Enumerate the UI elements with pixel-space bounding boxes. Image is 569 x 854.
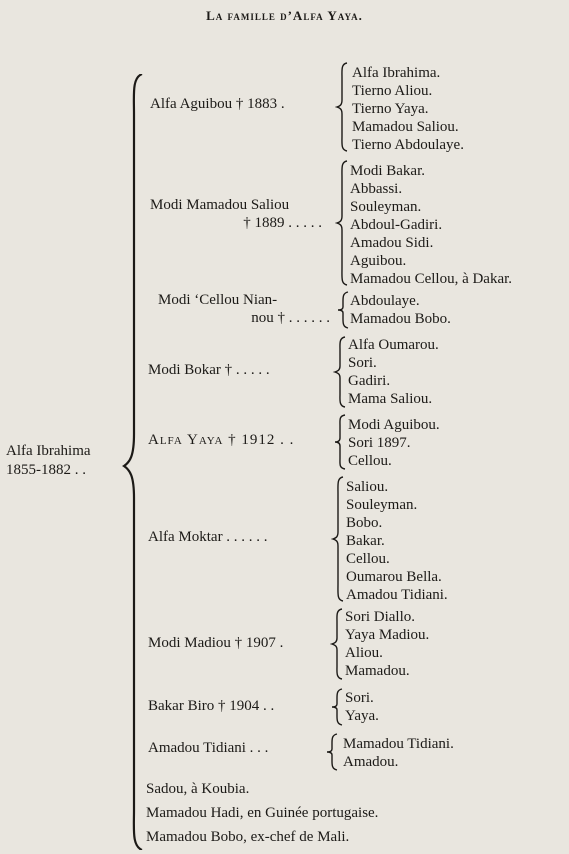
- branch-parent-8: Bakar Biro † 1904 . .: [148, 698, 275, 714]
- child-name: Oumarou Bella.: [346, 569, 442, 585]
- branch-parent-7: Modi Madiou † 1907 .: [148, 635, 284, 651]
- child-name: Abdoul-Gadiri.: [350, 217, 443, 233]
- other-children-list: [146, 777, 378, 849]
- brace-icon: [336, 291, 350, 329]
- child-name: Sori 1897.: [348, 435, 411, 451]
- child-name: Saliou.: [346, 479, 389, 495]
- child-list-3: [350, 292, 451, 328]
- child-list-5: [348, 416, 440, 470]
- brace-icon: [325, 733, 339, 771]
- parent-dates: † 1889 . . . . .: [243, 215, 322, 231]
- brace-icon: [335, 160, 349, 286]
- root-dates: 1855-1882 . .: [6, 462, 86, 478]
- child-list-8: [345, 689, 379, 725]
- child-name: Sori.: [345, 690, 374, 706]
- other-child: Mamadou Bobo, ex-chef de Mali.: [146, 829, 350, 845]
- child-name: Mamadou Saliou.: [352, 119, 459, 135]
- child-name: Aguibou.: [350, 253, 407, 269]
- brace-icon: [330, 688, 344, 726]
- child-name: Yaya.: [345, 708, 379, 724]
- brace-icon: [333, 336, 347, 408]
- parent-name: Modi Mamadou Saliou: [150, 197, 290, 213]
- branch-parent-5: Alfa Yaya † 1912 . .: [148, 432, 295, 448]
- child-list-1: [352, 64, 464, 154]
- child-name: Sori Diallo.: [345, 609, 415, 625]
- branch-parent-9: Amadou Tidiani . . .: [148, 740, 269, 756]
- child-name: Cellou.: [348, 453, 392, 469]
- child-name: Bakar.: [346, 533, 385, 549]
- other-child: Sadou, à Koubia.: [146, 781, 250, 797]
- child-name: Gadiri.: [348, 373, 391, 389]
- other-child: Mamadou Hadi, en Guinée portugaise.: [146, 805, 379, 821]
- child-name: Mamadou Tidiani.: [343, 736, 454, 752]
- child-name: Cellou.: [346, 551, 390, 567]
- child-name: Mamadou Bobo.: [350, 311, 451, 327]
- child-name: Amadou Sidi.: [350, 235, 434, 251]
- child-list-7: [345, 608, 429, 680]
- child-name: Tierno Yaya.: [352, 101, 429, 117]
- child-list-9: [343, 735, 454, 771]
- branch-parent-1: Alfa Aguibou † 1883 .: [150, 96, 285, 112]
- child-name: Abbassi.: [350, 181, 403, 197]
- child-name: Bobo.: [346, 515, 383, 531]
- child-name: Souleyman.: [346, 497, 418, 513]
- child-name: Mama Saliou.: [348, 391, 433, 407]
- child-name: Modi Bakar.: [350, 163, 425, 179]
- child-name: Aliou.: [345, 645, 383, 661]
- child-list-6: [346, 478, 448, 604]
- child-name: Sori.: [348, 355, 377, 371]
- brace-icon: [335, 62, 349, 152]
- child-name: Amadou.: [343, 754, 399, 770]
- branch-parent-4: Modi Bokar † . . . . .: [148, 362, 270, 378]
- child-name: Mamadou.: [345, 663, 410, 679]
- child-name: Modi Aguibou.: [348, 417, 440, 433]
- child-name: Mamadou Cellou, à Dakar.: [350, 271, 513, 287]
- brace-icon: [330, 608, 344, 680]
- child-list-2: [350, 162, 512, 288]
- brace-icon: [331, 476, 345, 602]
- child-name: Tierno Abdoulaye.: [352, 137, 464, 153]
- child-name: Tierno Aliou.: [352, 83, 433, 99]
- child-name: Abdoulaye.: [350, 293, 420, 309]
- root-person: [6, 442, 91, 480]
- branch-parent-2: [150, 196, 330, 232]
- child-name: Alfa Oumarou.: [348, 337, 439, 353]
- child-name: Amadou Tidiani.: [346, 587, 448, 603]
- branch-parent-6: Alfa Moktar . . . . . .: [148, 529, 268, 545]
- child-name: Yaya Madiou.: [345, 627, 430, 643]
- brace-icon: [333, 414, 347, 470]
- page-title: La famille d’Alfa Yaya.: [206, 8, 363, 23]
- child-name: Souleyman.: [350, 199, 422, 215]
- child-name: Alfa Ibrahima.: [352, 65, 441, 81]
- parent-dates: nou † . . . . . .: [251, 310, 330, 326]
- child-list-4: [348, 336, 439, 408]
- main-brace-icon: [118, 74, 148, 850]
- parent-name: Modi ‘Cellou Nian-: [158, 292, 278, 308]
- root-name: Alfa Ibrahima: [6, 443, 91, 459]
- branch-parent-3: [158, 291, 330, 327]
